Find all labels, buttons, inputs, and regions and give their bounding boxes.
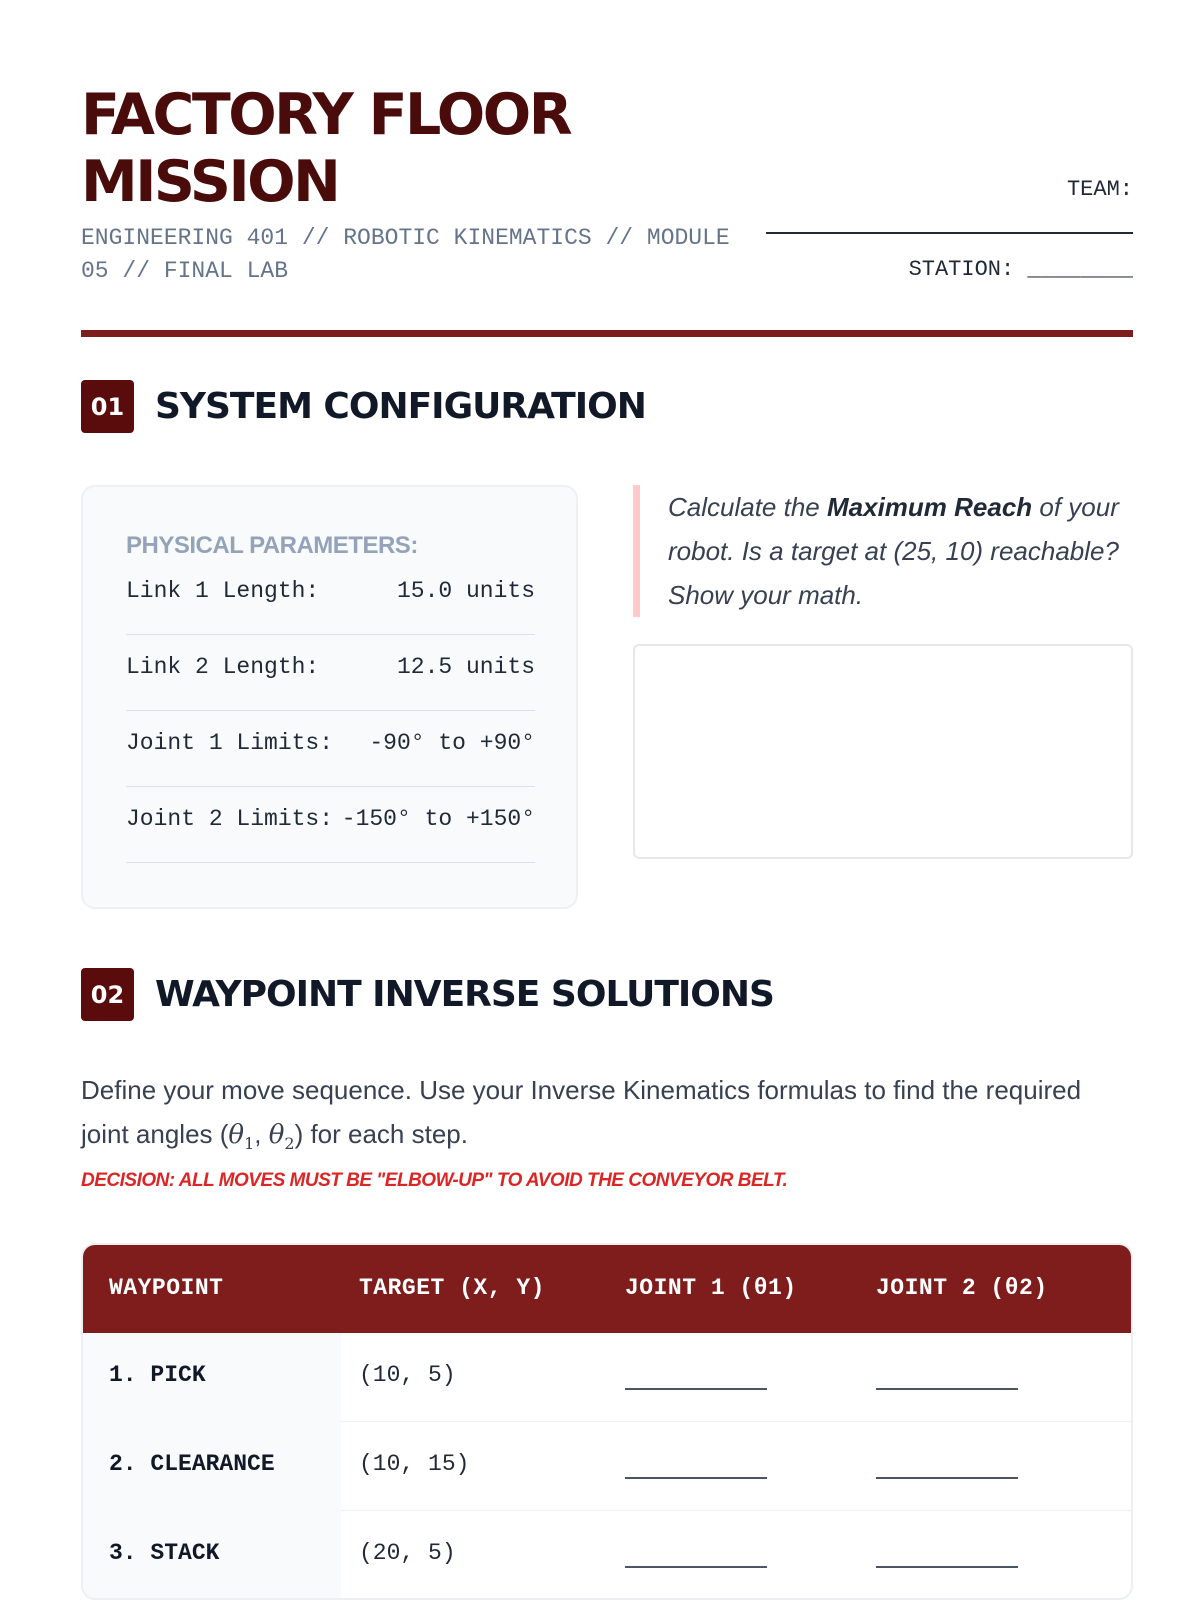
param-value: -150° to +150°: [341, 806, 535, 832]
param-row-link1: [126, 559, 535, 635]
question-text-post: of your robot. Is a target at (25, 10) reachable? Show your math.: [668, 492, 1119, 610]
question-text-bold: Maximum Reach: [826, 492, 1033, 522]
description-post: ) for each step.: [294, 1119, 468, 1149]
question-text-pre: Calculate the: [668, 492, 827, 522]
table-row: [83, 1333, 1133, 1422]
theta-2-subscript: 2: [284, 1134, 295, 1154]
waypoint-cell: 2. CLEARANCE: [109, 1451, 275, 1477]
table-row: [83, 1422, 1133, 1511]
header-target: TARGET (X, Y): [359, 1275, 545, 1301]
target-cell: (20, 5): [359, 1540, 456, 1566]
joint-1-blank[interactable]: [625, 1388, 767, 1390]
worksheet-page: [81, 0, 1133, 1600]
param-label: Link 1 Length:: [126, 578, 320, 604]
param-value: -90° to +90°: [369, 730, 535, 756]
table-row: [83, 1511, 1133, 1600]
theta-2-glyph: θ: [268, 1120, 285, 1150]
param-row-link2: [126, 635, 535, 711]
theta-2-symbol: [268, 1120, 295, 1154]
station-field[interactable]: STATION: ________: [908, 257, 1133, 282]
param-label: Link 2 Length:: [126, 654, 320, 680]
theta-1-symbol: [228, 1120, 255, 1154]
section-1-title: SYSTEM CONFIGURATION: [155, 386, 646, 427]
physical-parameters-card: [81, 485, 578, 909]
joint-2-blank[interactable]: [876, 1566, 1018, 1568]
param-value: 15.0 units: [396, 578, 535, 604]
course-subtitle: ENGINEERING 401 // ROBOTIC KINEMATICS // MODULE 05 // FINAL LAB: [81, 225, 730, 284]
header-joint-2: JOINT 2 (θ2): [876, 1275, 1048, 1301]
param-label: Joint 2 Limits:: [126, 806, 334, 832]
answer-box[interactable]: [633, 644, 1133, 859]
section-2-title: WAYPOINT INVERSE SOLUTIONS: [155, 974, 774, 1015]
params-heading: PHYSICAL PARAMETERS:: [126, 532, 418, 559]
section-1-number: 01: [81, 380, 134, 433]
description-comma: ,: [254, 1119, 269, 1149]
waypoint-cell: 1. PICK: [109, 1362, 206, 1388]
title-line-1: FACTORY FLOOR: [81, 82, 571, 148]
target-cell: (10, 5): [359, 1362, 456, 1388]
param-row-joint2: [126, 787, 535, 863]
table-header: [83, 1245, 1133, 1333]
section-1-heading: [81, 380, 646, 433]
target-cell: (10, 15): [359, 1451, 470, 1477]
header-joint-1: JOINT 1 (θ1): [625, 1275, 797, 1301]
waypoint-table: [81, 1243, 1133, 1600]
joint-1-blank[interactable]: [625, 1477, 767, 1479]
page-title: [81, 82, 781, 216]
description-pre: Define your move sequence. Use your Inverse Kinematics formulas to find the required joint angles (: [81, 1075, 1082, 1149]
theta-1-subscript: 1: [244, 1134, 255, 1154]
header-divider: [81, 330, 1133, 337]
header-waypoint: WAYPOINT: [109, 1275, 224, 1301]
team-field[interactable]: [753, 175, 1133, 237]
param-row-joint1: [126, 711, 535, 787]
title-line-2: MISSION: [81, 149, 339, 215]
section-2-heading: [81, 968, 774, 1021]
reach-question: [633, 485, 1133, 617]
joint-2-blank[interactable]: [876, 1477, 1018, 1479]
joint-1-blank[interactable]: [625, 1566, 767, 1568]
decision-note: DECISION: ALL MOVES MUST BE "ELBOW-UP" TO AVOID THE CONVEYOR BELT.: [81, 1170, 788, 1191]
waypoint-cell: 3. STACK: [109, 1540, 220, 1566]
section-2-number: 02: [81, 968, 134, 1021]
theta-1-glyph: θ: [228, 1120, 245, 1150]
param-label: Joint 1 Limits:: [126, 730, 334, 756]
team-blank-line[interactable]: [766, 232, 1133, 234]
team-label: TEAM:: [1066, 177, 1133, 202]
section-2-description: [81, 1068, 1133, 1166]
param-value: 12.5 units: [396, 654, 535, 680]
joint-2-blank[interactable]: [876, 1388, 1018, 1390]
